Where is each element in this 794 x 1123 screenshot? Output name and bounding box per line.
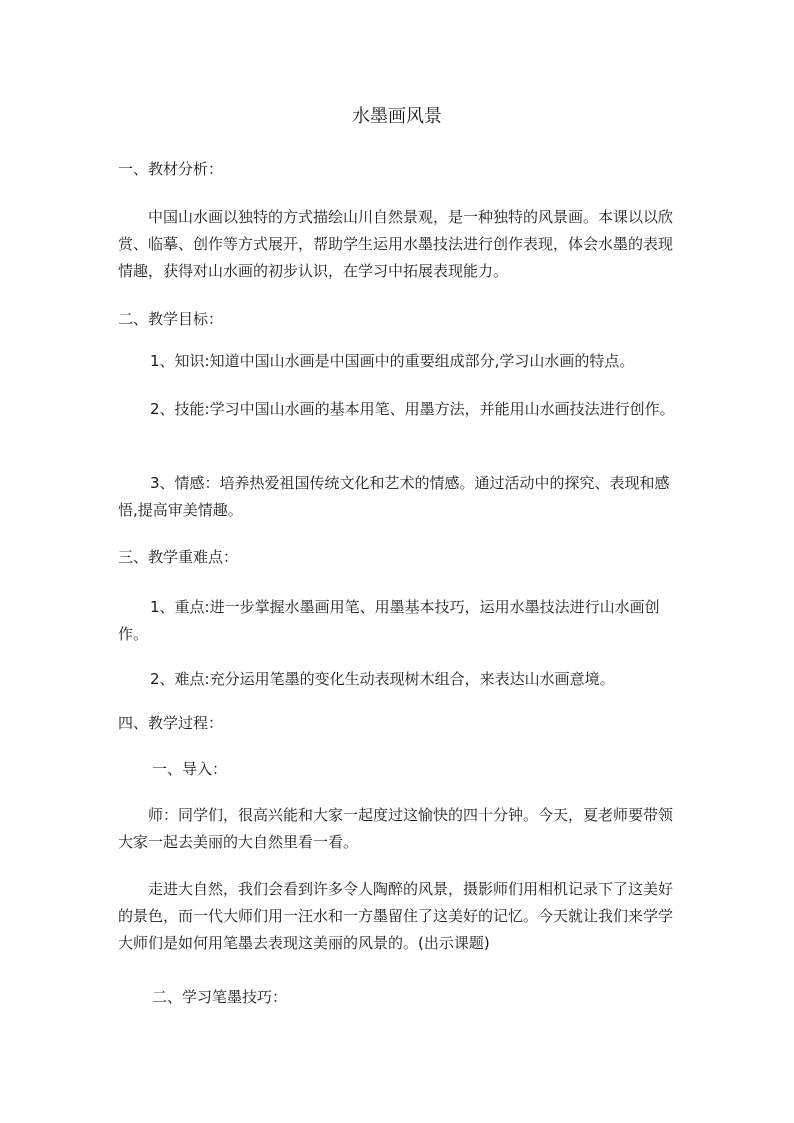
subsection-heading-introduction: 一、导入：	[152, 760, 228, 778]
paragraph-goal-emotion: 3、情感：培养热爱祖国传统文化和艺术的情感。通过活动中的探究、表现和感悟,提高审美情趣。	[118, 474, 670, 519]
section-heading-textbook-analysis: 一、教材分析：	[118, 160, 224, 178]
subsection-heading-brush-ink-skills: 二、学习笔墨技巧：	[152, 988, 288, 1006]
paragraph-textbook-analysis: 中国山水画以独特的方式描绘山川自然景观，是一种独特的风景画。本课以以欣赏、临摹、创作等方式展开，帮助学生运用水墨技法进行创作表现，体会水墨的表现情趣，获得对山水画的初步认识，在学习中拓展表现能力。	[118, 208, 674, 280]
paragraph-goal-skill: 2、技能:学习中国山水画的基本用笔、用墨方法，并能用山水画技法进行创作。	[150, 400, 675, 418]
document-title: 水墨画风景	[352, 106, 442, 127]
paragraph-goal-knowledge: 1、知识:知道中国山水画是中国画中的重要组成部分,学习山水画的特点。	[150, 352, 635, 370]
paragraph-difficult-point: 2、难点:充分运用笔墨的变化生动表现树木组合，来表达山水画意境。	[150, 670, 615, 688]
paragraph-key-point: 1、重点:进一步掌握水墨画用笔、用墨基本技巧，运用水墨技法进行山水画创作。	[118, 598, 660, 643]
section-heading-teaching-process: 四、教学过程：	[118, 714, 224, 732]
section-heading-key-points: 三、教学重难点：	[118, 548, 239, 566]
paragraph-nature-intro: 走进大自然，我们会看到许多令人陶醉的风景，摄影师们用相机记录下了这美好的景色，而一代大师们用一汪水和一方墨留住了这美好的记忆。今天就让我们来学学大师们是如何用笔墨去表现这美丽的风景的。(出示课题)	[118, 880, 674, 952]
section-heading-teaching-goals: 二、教学目标：	[118, 310, 224, 328]
paragraph-teacher-greeting: 师：同学们，很高兴能和大家一起度过这愉快的四十分钟。今天，夏老师要带领大家一起去美丽的大自然里看一看。	[118, 806, 674, 851]
